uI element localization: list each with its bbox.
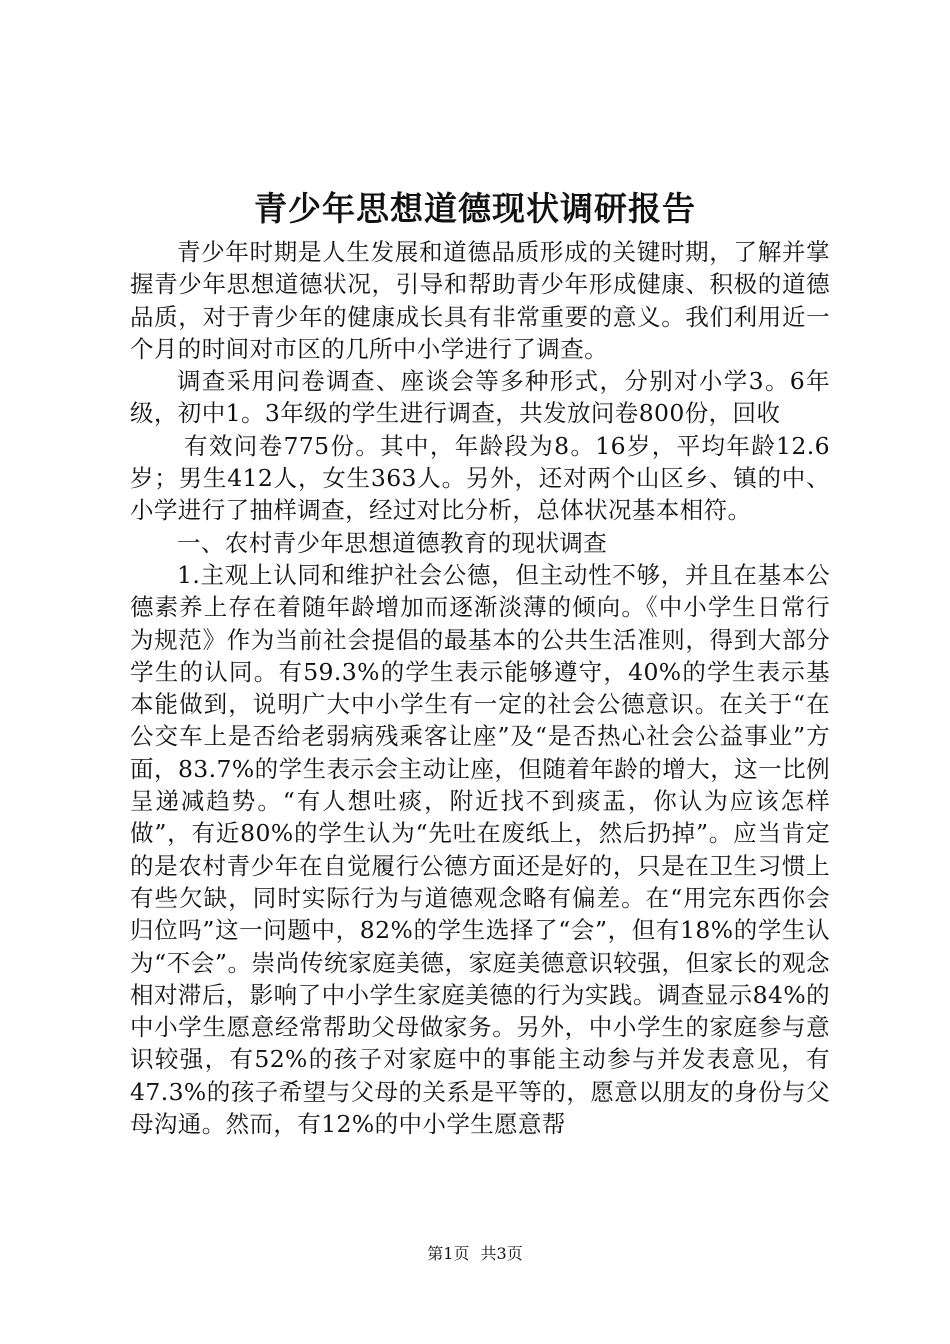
- paragraph-sample: 有效问卷775份。其中，年龄段为8。16岁，平均年龄12.6岁；男生412人，女生363人。另外，还对两个山区乡、镇的中、小学进行了抽样调查，经过对比分析，总体状况基本相符。: [130, 431, 830, 525]
- page-footer: [0, 1243, 950, 1265]
- paragraph-method: 调查采用问卷调查、座谈会等多种形式，分别对小学3。6年级，初中1。3年级的学生进行调查，共发放问卷800份，回收: [130, 367, 830, 428]
- paragraph-findings: 1.主观上认同和维护社会公德，但主动性不够，并且在基本公德素养上存在着随年龄增加而逐渐淡薄的倾向。《中小学生日常行为规范》作为当前社会提倡的最基本的公共生活准则，得到大部分学生的认同。有59.3%的学生表示能够遵守，40%的学生表示基本能做到，说明广大中小学生有一定的社会公德意识。在关于“在公交车上是否给老弱病残乘客让座”及“是否热心社会公益事业”方面，83.7%的学生表示会主动让座，但随着年龄的增大，这一比例呈递减趋势。“有人想吐痰，附近找不到痰盂，你认为应该怎样做”，有近80%的学生认为“先吐在废纸上，然后扔掉”。应当肯定的是农村青少年在自觉履行公德方面还是好的，只是在卫生习惯上有些欠缺，同时实际行为与道德观念略有偏差。在“用完东西你会归位吗”这一问题中，82%的学生选择了“会”，但有18%的学生认为“不会”。崇尚传统家庭美德，家庭美德意识较强，但家长的观念相对滞后，影响了中小学生家庭美德的行为实践。调查显示84%的中小学生愿意经常帮助父母做家务。另外，中小学生的家庭参与意识较强，有52%的孩子对家庭中的事能主动参与并发表意见，有47.3%的孩子希望与父母的关系是平等的，愿意以朋友的身份与父母沟通。然而，有12%的中小学生愿意帮: [130, 560, 830, 1139]
- paragraph-intro: 青少年时期是人生发展和道德品质形成的关键时期，了解并掌握青少年思想道德状况，引导和帮助青少年形成健康、积极的道德品质，对于青少年的健康成长具有非常重要的意义。我们利用近一个月的时间对市区的几所中小学进行了调查。: [130, 238, 830, 363]
- document-title: 青少年思想道德现状调研报告: [254, 189, 696, 228]
- page-total: 共3页: [480, 1244, 523, 1263]
- page-number: 第1页: [427, 1244, 470, 1263]
- document-body: [130, 236, 830, 1140]
- section-heading: 一、农村青少年思想道德教育的现状调查: [177, 528, 608, 557]
